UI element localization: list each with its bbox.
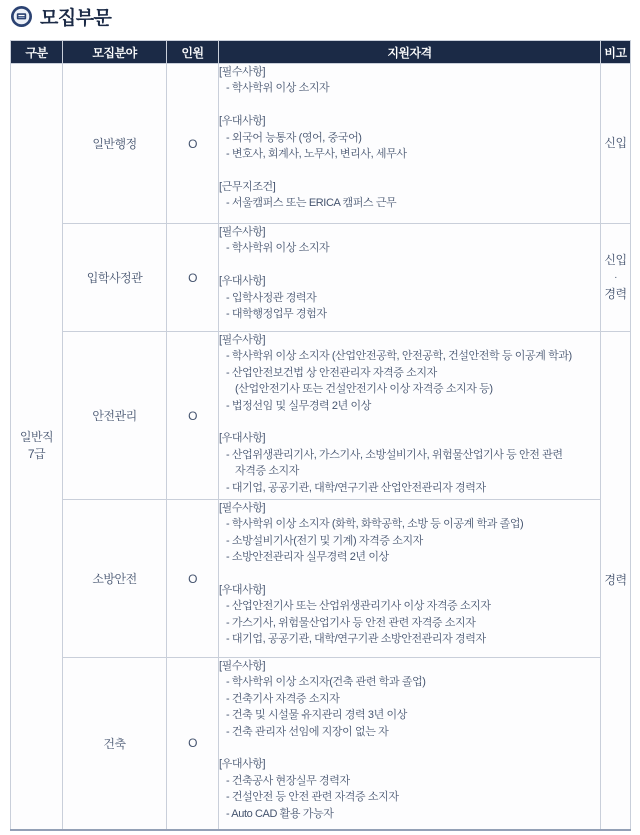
qualification-item-line: - 외국어 능통자 (영어, 중국어): [226, 131, 362, 144]
table-row: [11, 224, 631, 332]
category-cell: [11, 64, 63, 830]
category-line: 일반직: [19, 430, 54, 445]
qualification-item-line: - 건축 관리자 선임에 지장이 없는 자: [226, 725, 389, 738]
qualification-header-line: [필수사항]: [219, 502, 266, 514]
qualification-item-line: - 산업안전기사 또는 산업위생관리기사 이상 자격증 소지자: [226, 600, 491, 613]
qualification-item-line: - 가스기사, 위험물산업기사 등 안전 관련 자격증 소지자: [226, 616, 476, 629]
qualification-item-line: - 입학사정관 경력자: [226, 291, 317, 304]
qualification-item-line: - 학사학위 이상 소지자 (산업안전공학, 안전공학, 건설안전학 등 이공계 학과): [226, 350, 572, 363]
qualification-item-line: - Auto CAD 활용 가능자: [226, 807, 334, 820]
table-row: [11, 332, 631, 500]
page-title: 모집부문: [40, 8, 112, 29]
qualification-item-line: - 건축공사 현장실무 경력자: [226, 774, 350, 787]
qualification-item-line: - 학사학위 이상 소지자: [226, 242, 330, 255]
qualification-item-line: - 산업안전보건법 상 안전관리자 자격증 소지자: [226, 366, 437, 379]
note-line: 경력: [604, 572, 627, 587]
category-line: 7급: [27, 447, 46, 462]
count-cell: O: [167, 500, 219, 658]
qualification-item-line: - 소방안전관리자 실무경력 2년 이상: [226, 551, 389, 564]
qualification-header-line: [우대사항]: [219, 275, 266, 288]
table-row: [11, 658, 631, 830]
header-category: 구분: [11, 41, 63, 64]
field-cell: 입학사정관: [63, 224, 167, 332]
qualification-cell: [219, 64, 601, 224]
qualification-item-line: - 학사학위 이상 소지자 (화학, 화학공학, 소방 등 이공계 학과 졸업): [226, 518, 524, 531]
note-line: 경력: [604, 287, 627, 301]
qualification-blank-line: [219, 740, 600, 756]
qualification-blank-line: [219, 162, 600, 178]
qualification-item-line: - 건설안전 등 안전 관련 자격증 소지자: [226, 791, 399, 804]
field-cell: 일반행정: [63, 64, 167, 224]
qualification-blank-line: [219, 97, 600, 113]
count-cell: O: [167, 332, 219, 500]
note-line: 신입: [604, 136, 627, 150]
qualification-item-line: - 건축 및 시설물 유지관리 경력 3년 이상: [226, 709, 407, 722]
qualification-item-line: - 변호사, 회계사, 노무사, 변리사, 세무사: [226, 148, 407, 161]
recruitment-table: [10, 40, 631, 831]
note-line: 신입: [604, 253, 627, 267]
field-cell: 소방안전: [63, 500, 167, 658]
note-cell-merged: [601, 332, 631, 830]
university-emblem-icon: [10, 5, 33, 28]
qualification-header-line: [근무지조건]: [219, 180, 276, 193]
header-qualification: 지원자격: [219, 41, 601, 64]
qualification-header-line: [필수사항]: [219, 334, 266, 346]
qualification-blank-line: [219, 414, 600, 430]
qualification-cell: [219, 658, 601, 830]
field-cell: 건축: [63, 658, 167, 830]
qualification-cell: [219, 500, 601, 658]
qualification-header-line: [우대사항]: [219, 584, 266, 597]
qualification-cell: [219, 332, 601, 500]
note-cell: [601, 64, 631, 224]
qualification-item-line: - 건축기사 자격증 소지자: [226, 692, 340, 705]
qualification-header-line: [우대사항]: [219, 432, 266, 445]
qualification-header-line: [우대사항]: [219, 758, 266, 771]
qualification-item-line: - 산업위생관리기사, 가스기사, 소방설비기사, 위험물산업기사 등 안전 관련: [226, 448, 563, 461]
qualification-header-line: [필수사항]: [219, 66, 266, 78]
table-row: [11, 64, 631, 224]
section-title-row: [10, 3, 111, 30]
qualification-item-line: - 대기업, 공공기관, 대학/연구기관 산업안전관리자 경력자: [226, 481, 486, 494]
qualification-blank-line: [219, 566, 600, 582]
qualification-item-line: - 소방설비기사(전기 및 기계) 자격증 소지자: [226, 534, 423, 547]
note-separator-dot: ·: [614, 272, 617, 283]
count-cell: O: [167, 658, 219, 830]
qualification-cont-line: 자격증 소지자: [235, 465, 300, 478]
qualification-item-line: - 법정선임 및 실무경력 2년 이상: [226, 399, 371, 412]
qualification-item-line: - 대기업, 공공기관, 대학/연구기관 소방안전관리자 경력자: [226, 633, 486, 646]
qualification-cont-line: (산업안전기사 또는 건설안전기사 이상 자격증 소지자 등): [235, 383, 493, 396]
field-cell: 안전관리: [63, 332, 167, 500]
qualification-cell: [219, 224, 601, 332]
qualification-blank-line: [219, 257, 600, 273]
table-row: [11, 500, 631, 658]
qualification-header-line: [필수사항]: [219, 226, 266, 238]
qualification-item-line: - 학사학위 이상 소지자(건축 관련 학과 졸업): [226, 676, 426, 689]
note-cell: [601, 224, 631, 332]
qualification-item-line: - 대학행정업무 경험자: [226, 308, 327, 321]
count-cell: O: [167, 64, 219, 224]
qualification-item-line: - 서울캠퍼스 또는 ERICA 캠퍼스 근무: [226, 197, 397, 210]
header-note: 비고: [601, 41, 631, 64]
qualification-header-line: [필수사항]: [219, 660, 266, 672]
header-count: 인원: [167, 41, 219, 64]
qualification-item-line: - 학사학위 이상 소지자: [226, 82, 330, 95]
header-field: 모집분야: [63, 41, 167, 64]
qualification-header-line: [우대사항]: [219, 115, 266, 128]
count-cell: O: [167, 224, 219, 332]
